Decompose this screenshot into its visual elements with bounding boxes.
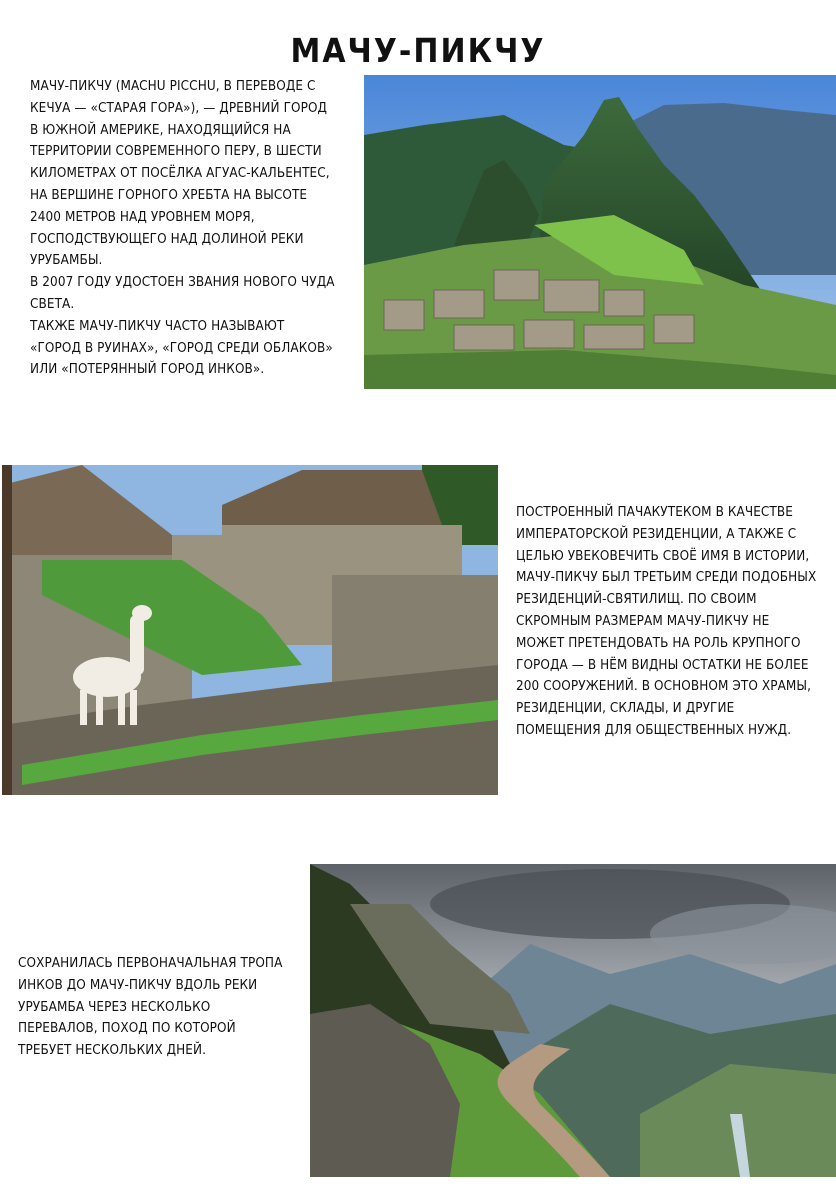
intro-paragraph-2: В 2007 ГОДУ УДОСТОЕН ЗВАНИЯ НОВОГО ЧУДА СВЕТА. bbox=[30, 275, 335, 312]
page-title: МАЧУ-ПИКЧУ bbox=[290, 32, 546, 71]
trail-text bbox=[18, 953, 290, 1062]
trail-paragraph: СОХРАНИЛАСЬ ПЕРВОНАЧАЛЬНАЯ ТРОПА ИНКОВ ДО МАЧУ-ПИКЧУ ВДОЛЬ РЕКИ УРУБАМБА ЧЕРЕЗ НЕСКОЛЬКО ПЕРЕВАЛОВ, ПОХОД ПО КОТОРОЙ ТРЕБУЕТ НЕСКОЛЬКИХ ДНЕЙ. bbox=[18, 956, 283, 1059]
intro-text bbox=[30, 76, 336, 381]
intro-paragraph-3: ТАКЖЕ МАЧУ-ПИКЧУ ЧАСТО НАЗЫВАЮТ «ГОРОД В РУИНАХ», «ГОРОД СРЕДИ ОБЛАКОВ» ИЛИ «ПОТЕРЯННЫЙ ГОРОД ИНКОВ». bbox=[30, 318, 333, 378]
inca-trail-photo bbox=[310, 864, 836, 1177]
llama-terraces-photo bbox=[2, 465, 498, 795]
machu-picchu-panorama-photo bbox=[364, 75, 836, 389]
history-paragraph: ПОСТРОЕННЫЙ ПАЧАКУТЕКОМ В КАЧЕСТВЕ ИМПЕРАТОРСКОЙ РЕЗИДЕНЦИИ, А ТАКЖЕ С ЦЕЛЬЮ УВЕКОВЕЧИТЬ СВОЁ ИМЯ В ИСТОРИИ, МАЧУ-ПИКЧУ БЫЛ ТРЕТЬИМ СРЕДИ ПОДОБНЫХ РЕЗИДЕНЦИЙ-СВЯТИЛИЩ. ПО СВОИМ СКРОМНЫМ РАЗМЕРАМ МАЧУ-ПИКЧУ НЕ МОЖЕТ ПРЕТЕНДОВАТЬ НА РОЛЬ КРУПНОГО ГОРОДА — В НЁМ ВИДНЫ ОСТАТКИ НЕ БОЛЕЕ 200 СООРУЖЕНИЙ. В ОСНОВНОМ ЭТО ХРАМЫ, РЕЗИДЕНЦИИ, СКЛАДЫ, И ДРУГИЕ ПОМЕЩЕНИЯ ДЛЯ ОБЩЕСТВЕННЫХ НУЖД. bbox=[516, 505, 817, 738]
intro-paragraph-1: МАЧУ-ПИКЧУ (MACHU PICCHU, В ПЕРЕВОДЕ С КЕЧУА — «СТАРАЯ ГОРА»), — ДРЕВНИЙ ГОРОД В ЮЖНОЙ АМЕРИКЕ, НАХОДЯЩИЙСЯ НА ТЕРРИТОРИИ СОВРЕМЕННОГО ПЕРУ, В ШЕСТИ КИЛОМЕТРАХ ОТ ПОСЁЛКА АГУАС-КАЛЬЕНТЕС, НА ВЕРШИНЕ ГОРНОГО ХРЕБТА НА ВЫСОТЕ 2400 МЕТРОВ НАД УРОВНЕМ МОРЯ, ГОСПОДСТВУЮЩЕГО НАД ДОЛИНОЙ РЕКИ УРУБАМБЫ. bbox=[30, 79, 330, 269]
history-text bbox=[516, 502, 820, 742]
